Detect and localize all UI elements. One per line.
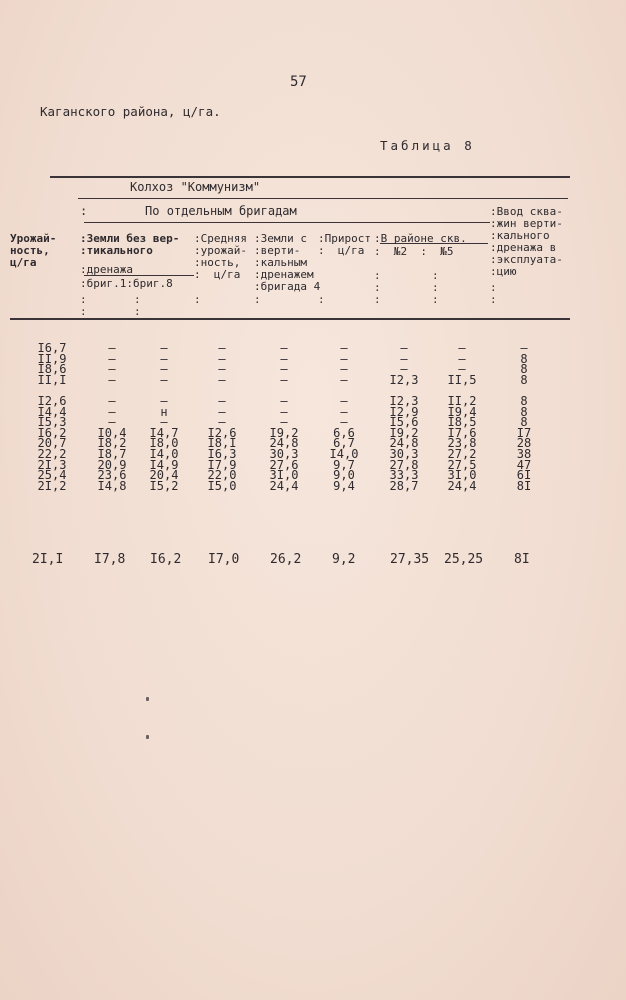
- paper-speck: [146, 735, 149, 739]
- total-avg-yield: I7,0: [208, 552, 240, 567]
- brigade1-column: – – – – – – – I0,4 I8,2 I8,7 20,9 23,6 I4,8: [97, 341, 127, 493]
- avg-yield-header: :Средняя :урожай- :ность, : ц/га: [194, 232, 247, 281]
- brigades-rule: [84, 222, 490, 223]
- total-yield: 2I,I: [32, 552, 64, 567]
- yield-header: Урожай- ность, ц/га: [10, 232, 57, 269]
- total-vertical-drain: 26,2: [270, 552, 302, 567]
- commission-column: – 8 8 8 8 8 8 I7 28 38 47 6I 8I: [516, 341, 532, 493]
- total-increase: 9,2: [332, 552, 356, 567]
- drainage-header: :дренажа: [80, 263, 133, 276]
- brigade8-column: – – – – – н – I4,7 I8,0 I4,0 I4,9 20,4 I5,2: [149, 341, 179, 493]
- avg-yield-column: – – – – – – – I2,6 I8,I I6,3 I7,9 22,0 I5,0: [207, 341, 237, 493]
- yield-column: I6,7 II,9 I8,6 II,I I2,6 I4,4 I5,3 I6,2 20,7 22,2 2I,3 25,4 2I,2: [37, 341, 67, 493]
- table-header-bottom-rule: [10, 318, 570, 320]
- increase-header: :Прирост : ц/га: [318, 232, 371, 257]
- wells-area-header: :В районе скв.: [374, 232, 467, 245]
- well5-column: – – – II,5 II,2 I9,4 I8,5 I7,6 23,8 27,2 27,5 3I,0 24,4: [447, 341, 477, 493]
- table-top-rule: [50, 176, 570, 178]
- well2-column: – – – I2,3 I2,3 I2,9 I5,6 I9,2 24,8 30,3 27,8 33,3 28,7: [389, 341, 419, 493]
- page-number: 57: [290, 74, 307, 90]
- increase-column: – – – – – – – 6,6 6,7 I4,0 9,7 9,0 9,4: [329, 341, 359, 493]
- total-brigade1: I7,8: [94, 552, 126, 567]
- kolkhoz-rule: [78, 198, 568, 199]
- total-well5: 25,25: [444, 552, 484, 567]
- well-numbers-header: : №2 : №5: [374, 245, 454, 258]
- total-commission: 8I: [514, 552, 530, 567]
- kolkhoz-header: Колхоз "Коммунизм": [130, 180, 261, 194]
- total-well2: 27,35: [390, 552, 430, 567]
- brigade-subheader: :бриг.1:бриг.8: [80, 277, 173, 290]
- vertical-drain-column: – – – – – – – I9,2 24,8 30,3 27,6 3I,0 24,4: [269, 341, 299, 493]
- commission-header: :Ввод сква- :жин верти- :кального :дренажа в :эксплуата- :цию: [490, 205, 563, 278]
- brigades-header: : По отдельным бригадам: [80, 204, 297, 218]
- lands-no-drain-header: :Земли без вер- :тикального: [80, 232, 180, 257]
- table-caption: Каганского района, ц/га.: [40, 104, 221, 119]
- total-brigade8: I6,2: [150, 552, 182, 567]
- document-page: 57 Каганского района, ц/га. Таблица 8 Колхоз "Коммунизм" : По отдельным бригадам Урожай- ность, ц/га :Земли без вер- :тикального :дренажа :бриг.1:бриг.8 :Средняя :урожай- :ность, : ц/га :Земли с :верти- :кальным :дренажем :бригада 4 :Прирост : ц/га :В районе скв. : №2 : №5 :Ввод сква- :жин верти- :кального :дренажа в :эксплуата- :цию : : : : : : : : : : : : : : : I6,7 II,9 I8,6 II,I I2,6 I4,4 I5,3 I6,2 20,7 22,2 2I,3 25,4 2I,2 – – – – – – – I0,4 I8,2 I8,7 20,9 23,6 I4,8 – – – – – н – I4,7 I8,0 I4,0 I4,9 20,4 I5,2 – – – – – – – I2,6 I8,I I6,3 I7,9 22,0 I5,0 – – – – – – – I9,2 24,8 30,3 27,6 3I,0 24,4 – – – – – – – 6,6 6,7 I4,0 9,7 9,0 9,4 – – – I2,3 I2,3 I2,9 I5,6 I9,2 24,8 30,3 27,8 33,3 28,7 – – – II,5 II,2 I9,4 I8,5 I7,6 23,8 27,2 27,5 3I,0 24,4 – 8 8 8 8 8 8 I7 28 38 47 6I 8I 2I,I I7,8 I6,2 I7,0 26,2 9,2 27,35 25,25 8I: [0, 0, 626, 1000]
- vertical-drain-header: :Земли с :верти- :кальным :дренажем :бригада 4: [254, 232, 321, 293]
- table-label: Таблица 8: [380, 138, 475, 153]
- paper-speck: [146, 697, 149, 701]
